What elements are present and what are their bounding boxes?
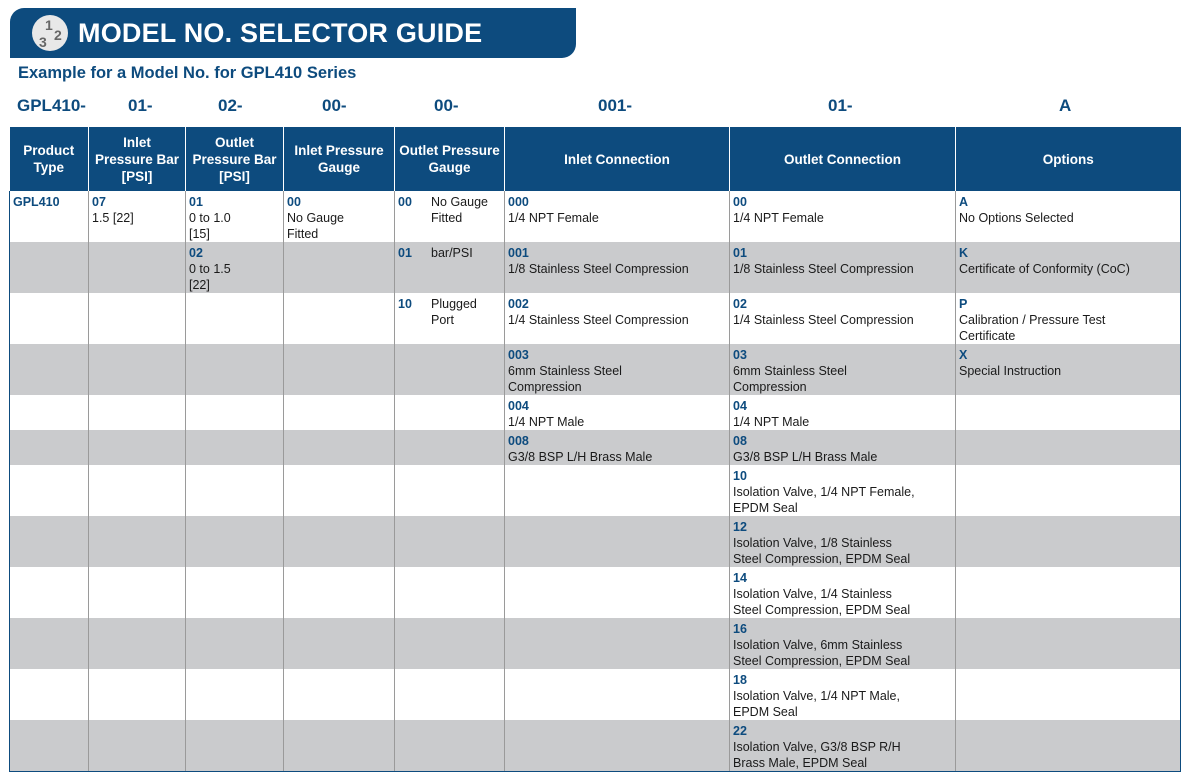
cell-description: Isolation Valve, 1/4 Stainless Steel Compression, EPDM Seal: [733, 587, 911, 617]
table-cell: [89, 516, 186, 567]
table-cell: [89, 191, 186, 242]
table-cell: [186, 567, 284, 618]
cell-code: 12: [733, 520, 747, 534]
table-cell: [505, 191, 730, 242]
cell-description: 1/4 Stainless Steel Compression: [508, 313, 689, 327]
numbers-icon-digit-1: 1: [45, 17, 53, 33]
cell-code: 000: [508, 195, 529, 209]
header-outlet-connection: Outlet Connection: [730, 127, 956, 191]
cell-description: No Options Selected: [959, 211, 1074, 225]
table-cell: [186, 465, 284, 516]
cell-description: 6mm Stainless Steel Compression: [508, 364, 622, 394]
cell-code: K: [959, 246, 969, 260]
table-row: [10, 720, 1181, 772]
title-banner: [10, 8, 576, 58]
table-row: [10, 395, 1181, 430]
header-options: Options: [956, 127, 1181, 191]
table-cell: [10, 430, 89, 465]
example-code-outlet-pressure: 02-: [218, 96, 243, 115]
cell-description: Certificate of Conformity (CoC): [959, 262, 1130, 276]
table-cell: [186, 669, 284, 720]
table-cell: [186, 618, 284, 669]
table-cell: [284, 465, 395, 516]
table-cell: [284, 344, 395, 395]
example-code-inlet-pressure: 01-: [128, 96, 153, 115]
table-cell: [10, 516, 89, 567]
cell-code: 003: [508, 348, 529, 362]
cell-description: 1/8 Stainless Steel Compression: [508, 262, 689, 276]
cell-code: 01: [733, 246, 747, 260]
table-row: [10, 567, 1181, 618]
cell-code: 18: [733, 673, 747, 687]
header-outlet-pressure: Outlet Pressure Bar [PSI]: [186, 127, 284, 191]
table-cell: [505, 669, 730, 720]
table-cell: [730, 191, 956, 242]
table-cell: [10, 395, 89, 430]
page-subtitle: Example for a Model No. for GPL410 Series: [18, 64, 357, 82]
table-cell: [395, 720, 505, 772]
table-cell: [284, 242, 395, 293]
table-cell: [395, 395, 505, 430]
cell-code: 03: [733, 348, 747, 362]
table-cell: [186, 430, 284, 465]
table-row: [10, 516, 1181, 567]
table-cell: [395, 567, 505, 618]
table-cell: [730, 567, 956, 618]
cell-description: 1/4 NPT Male: [733, 415, 810, 429]
cell-description: Isolation Valve, 1/4 NPT Female, EPDM Seal: [733, 485, 915, 515]
cell-description: Isolation Valve, G3/8 BSP R/H Brass Male, EPDM Seal: [733, 740, 901, 770]
table-cell: [186, 720, 284, 772]
table-cell: [730, 293, 956, 344]
table-cell: [730, 618, 956, 669]
header-outlet-gauge: Outlet Pressure Gauge: [395, 127, 505, 191]
cell-code: GPL410: [13, 195, 60, 209]
cell-description: 1/4 NPT Female: [508, 211, 599, 225]
example-code-product: GPL410-: [17, 96, 86, 115]
table-cell: [505, 242, 730, 293]
table-cell: [89, 669, 186, 720]
table-cell: [186, 242, 284, 293]
numbers-icon-digit-3: 3: [39, 34, 47, 50]
table-cell: [284, 720, 395, 772]
table-cell: [284, 293, 395, 344]
table-cell: [956, 720, 1181, 772]
cell-code: A: [959, 195, 969, 209]
example-code-inlet-gauge: 00-: [322, 96, 347, 115]
table-row: [10, 669, 1181, 720]
table-cell: [730, 395, 956, 430]
table-cell: [395, 191, 505, 242]
table-cell: [10, 293, 89, 344]
cell-description: Plugged Port: [431, 297, 477, 327]
example-code-outlet-gauge: 00-: [434, 96, 459, 115]
cell-code: 001: [508, 246, 529, 260]
cell-description: Special Instruction: [959, 364, 1062, 378]
numbers-icon: [32, 15, 68, 51]
table-cell: [89, 720, 186, 772]
table-cell: [284, 430, 395, 465]
table-cell: [505, 465, 730, 516]
header-inlet-connection: Inlet Connection: [505, 127, 730, 191]
table-cell: [186, 191, 284, 242]
cell-description: 0 to 1.0 [15]: [189, 211, 231, 241]
example-model-code: [0, 96, 1189, 120]
table-cell: [505, 720, 730, 772]
header-product-type: Product Type: [10, 127, 89, 191]
cell-code: 002: [508, 297, 529, 311]
table-cell: [505, 293, 730, 344]
table-cell: [956, 669, 1181, 720]
table-cell: [10, 567, 89, 618]
cell-code: 01: [189, 195, 203, 209]
table-cell: [10, 618, 89, 669]
table-cell: [505, 516, 730, 567]
cell-description: 1/4 NPT Female: [733, 211, 824, 225]
table-cell: [956, 516, 1181, 567]
cell-description: Isolation Valve, 6mm Stainless Steel Compression, EPDM Seal: [733, 638, 911, 668]
cell-description: bar/PSI: [431, 246, 473, 260]
cell-code: 16: [733, 622, 747, 636]
table-cell: [956, 395, 1181, 430]
cell-code: 04: [733, 399, 747, 413]
table-cell: [186, 516, 284, 567]
table-cell: [956, 293, 1181, 344]
table-cell: [395, 465, 505, 516]
cell-code: 01: [398, 246, 412, 260]
table-cell: [956, 567, 1181, 618]
table-cell: [10, 344, 89, 395]
table-cell: [10, 191, 89, 242]
table-cell: [505, 567, 730, 618]
table-cell: [10, 669, 89, 720]
example-code-outlet-connection: 01-: [828, 96, 853, 115]
example-code-options: A: [1059, 96, 1072, 115]
table-row: [10, 430, 1181, 465]
table-cell: [284, 567, 395, 618]
table-cell: [10, 242, 89, 293]
cell-description: 1/8 Stainless Steel Compression: [733, 262, 914, 276]
table-cell: [89, 430, 186, 465]
table-row: [10, 242, 1181, 293]
cell-code: 004: [508, 399, 529, 413]
page-title: MODEL NO. SELECTOR GUIDE: [78, 17, 483, 48]
cell-code: X: [959, 348, 968, 362]
table-cell: [395, 293, 505, 344]
table-cell: [730, 344, 956, 395]
cell-code: 10: [398, 297, 412, 311]
table-cell: [284, 516, 395, 567]
header-inlet-gauge: Inlet Pressure Gauge: [284, 127, 395, 191]
cell-description: No Gauge Fitted: [431, 195, 488, 225]
cell-code: P: [959, 297, 968, 311]
table-cell: [284, 191, 395, 242]
cell-code: 10: [733, 469, 747, 483]
table-cell: [186, 293, 284, 344]
cell-code: 22: [733, 724, 747, 738]
table-cell: [89, 242, 186, 293]
table-cell: [505, 344, 730, 395]
cell-code: 00: [287, 195, 301, 209]
header-row: [10, 127, 1181, 191]
table-cell: [186, 344, 284, 395]
cell-code: 00: [398, 195, 412, 209]
table-cell: [89, 618, 186, 669]
cell-description: G3/8 BSP L/H Brass Male: [733, 450, 878, 464]
cell-description: Isolation Valve, 1/4 NPT Male, EPDM Seal: [733, 689, 900, 719]
table-cell: [956, 344, 1181, 395]
table-cell: [89, 344, 186, 395]
cell-description: G3/8 BSP L/H Brass Male: [508, 450, 653, 464]
table-cell: [10, 720, 89, 772]
table-cell: [956, 618, 1181, 669]
table-row: [10, 618, 1181, 669]
table-cell: [956, 191, 1181, 242]
table-cell: [505, 618, 730, 669]
table-cell: [395, 430, 505, 465]
table-cell: [284, 618, 395, 669]
cell-code: 008: [508, 434, 529, 448]
cell-description: 1/4 Stainless Steel Compression: [733, 313, 914, 327]
table-cell: [284, 395, 395, 430]
table-cell: [89, 395, 186, 430]
cell-code: 14: [733, 571, 747, 585]
table-row: [10, 344, 1181, 395]
cell-code: 02: [189, 246, 203, 260]
cell-code: 07: [92, 195, 106, 209]
table-cell: [395, 516, 505, 567]
selector-table: [9, 127, 1181, 772]
cell-code: 02: [733, 297, 747, 311]
table-row: [10, 465, 1181, 516]
table-cell: [956, 465, 1181, 516]
table-cell: [186, 395, 284, 430]
table-cell: [395, 242, 505, 293]
table-cell: [395, 618, 505, 669]
table-cell: [730, 465, 956, 516]
table-cell: [505, 395, 730, 430]
cell-description: 6mm Stainless Steel Compression: [733, 364, 847, 394]
table-cell: [10, 465, 89, 516]
table-cell: [730, 516, 956, 567]
table-cell: [730, 720, 956, 772]
cell-description: 0 to 1.5 [22]: [189, 262, 231, 292]
table-cell: [730, 430, 956, 465]
table-cell: [89, 293, 186, 344]
table-cell: [89, 465, 186, 516]
cell-description: 1.5 [22]: [92, 211, 134, 225]
numbers-icon-digit-2: 2: [54, 27, 62, 43]
cell-code: 08: [733, 434, 747, 448]
cell-description: No Gauge Fitted: [287, 211, 344, 241]
table-cell: [395, 669, 505, 720]
table-row: [10, 293, 1181, 344]
table-cell: [956, 430, 1181, 465]
table-cell: [505, 430, 730, 465]
table-cell: [730, 669, 956, 720]
table-cell: [284, 669, 395, 720]
table-cell: [730, 242, 956, 293]
example-code-inlet-connection: 001-: [598, 96, 633, 115]
table-cell: [956, 242, 1181, 293]
table-row: [10, 191, 1181, 242]
cell-code: 00: [733, 195, 747, 209]
cell-description: 1/4 NPT Male: [508, 415, 585, 429]
header-inlet-pressure: Inlet Pressure Bar [PSI]: [89, 127, 186, 191]
cell-description: Calibration / Pressure Test Certificate: [959, 313, 1106, 343]
table-cell: [395, 344, 505, 395]
cell-description: Isolation Valve, 1/8 Stainless Steel Compression, EPDM Seal: [733, 536, 911, 566]
table-cell: [89, 567, 186, 618]
